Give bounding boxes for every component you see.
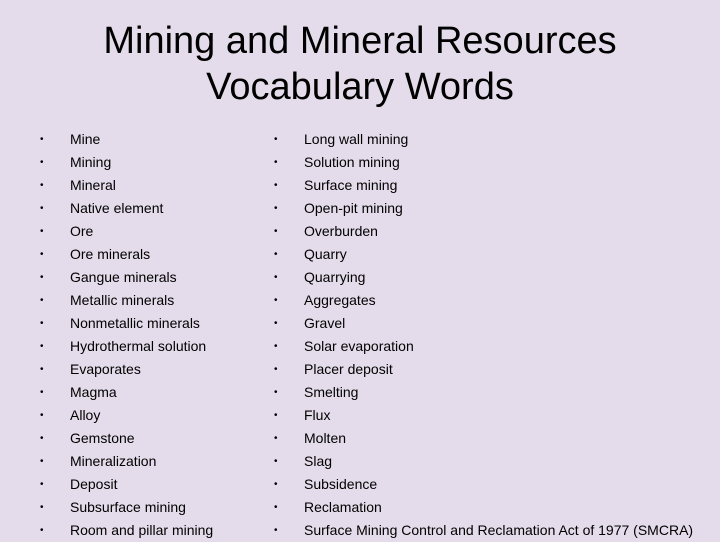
bullet-icon: • [40,295,44,306]
title-line-2: Vocabulary Words [206,66,514,108]
bullet-icon: • [274,249,278,260]
bullet-icon: • [40,456,44,467]
bullet-icon: • [40,364,44,375]
bullet-icon: • [40,387,44,398]
bullet-icon: • [274,318,278,329]
bullet-icon: • [274,479,278,490]
bullet-icon: • [274,433,278,444]
bullet-icon: • [40,203,44,214]
slide-title [0,18,720,110]
bullet-icon: • [40,410,44,421]
bullet-icon: • [274,272,278,283]
bullet-icon: • [274,341,278,352]
bullet-icon: • [40,180,44,191]
bullet-icon: • [40,433,44,444]
bullet-icon: • [274,502,278,513]
bullet-icon: • [274,295,278,306]
bullet-icon: • [40,249,44,260]
bullet-icon: • [274,180,278,191]
bullet-icon: • [274,226,278,237]
bullet-icon: • [40,134,44,145]
bullet-icon: • [40,502,44,513]
bullet-icon: • [274,525,278,536]
bullet-icon: • [40,226,44,237]
bullet-icon: • [40,341,44,352]
bullet-icon: • [40,157,44,168]
bullet-icon: • [274,387,278,398]
bullet-icon: • [40,479,44,490]
title-line-1: Mining and Mineral Resources [103,20,617,62]
bullet-icon: • [40,318,44,329]
bullet-icon: • [274,456,278,467]
bullet-icon: • [274,157,278,168]
bullet-icon: • [274,134,278,145]
bullet-icon: • [274,364,278,375]
bullet-icon: • [40,525,44,536]
bullet-icon: • [274,410,278,421]
bullet-icon: • [274,203,278,214]
bullet-icon: • [40,272,44,283]
